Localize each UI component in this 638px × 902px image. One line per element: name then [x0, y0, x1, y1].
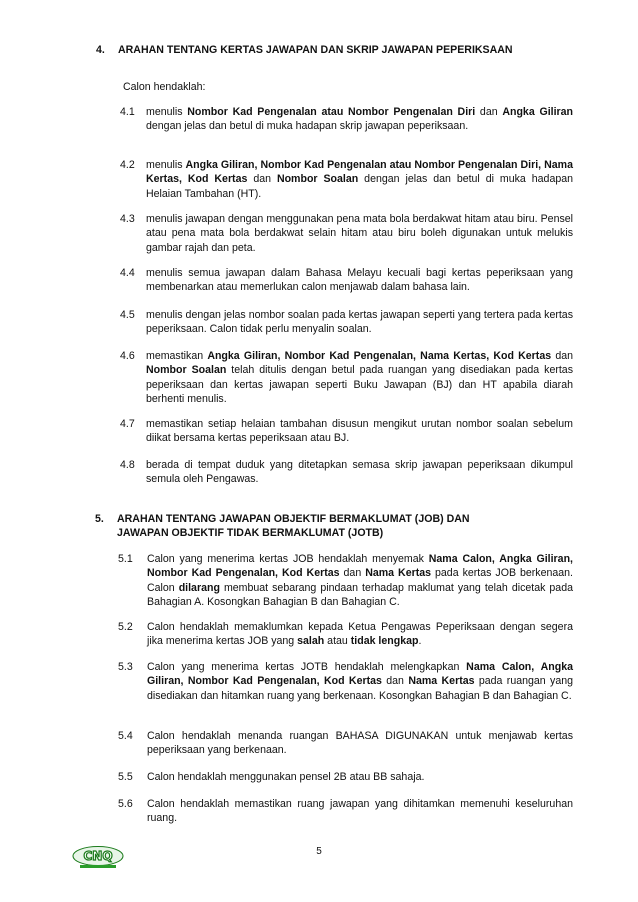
- item-text: menulis dengan jelas nombor soalan pada kertas jawapan seperti yang tertera pada kertas peperiksaan. Calon tidak perlu menyalin soalan.: [146, 309, 573, 336]
- section-5-number: 5.: [95, 513, 104, 525]
- item-text: memastikan setiap helaian tambahan disusun mengikut urutan nombor soalan sebelum diikat bersama kertas peperiksaan atau BJ.: [146, 418, 573, 445]
- list-item-4-3: [120, 212, 573, 255]
- item-number: 4.5: [120, 309, 135, 321]
- bold-term: Angka Giliran, Nombor Kad Pengenalan atau Nombor Pengenalan Diri, Nama Kertas, Kod Kertas: [146, 159, 573, 186]
- item-number: 5.1: [118, 553, 133, 565]
- item-number: 5.5: [118, 771, 133, 783]
- list-item-4-4: [120, 266, 573, 295]
- item-text: menulis semua jawapan dalam Bahasa Melayu kecuali bagi kertas peperiksaan yang membenarkan atau memerlukan calon menjawab dalam bahasa lain.: [146, 267, 573, 294]
- item-text: Calon hendaklah memaklumkan kepada Ketua Pengawas Peperiksaan dengan segera jika menerima kertas JOB yang salah atau tidak lengkap.: [147, 621, 573, 648]
- list-item-4-2: [120, 158, 573, 201]
- section-4-number: 4.: [96, 44, 105, 56]
- list-item-5-4: [118, 729, 573, 758]
- list-item-5-5: [118, 770, 573, 784]
- item-text: Calon hendaklah menggunakan pensel 2B atau BB sahaja.: [147, 771, 425, 783]
- section-4-title: ARAHAN TENTANG KERTAS JAWAPAN DAN SKRIP JAWAPAN PEPERIKSAAN: [118, 44, 513, 56]
- item-text: menulis Nombor Kad Pengenalan atau Nombor Pengenalan Diri dan Angka Giliran dengan jelas dan betul di muka hadapan skrip jawapan peperiksaan.: [146, 106, 574, 133]
- item-number: 4.8: [120, 459, 135, 471]
- list-item-4-5: [120, 308, 573, 337]
- list-item-4-1: [120, 105, 573, 134]
- item-text: Calon yang menerima kertas JOB hendaklah menyemak Nama Calon, Angka Giliran, Nombor Kad Pengenalan, Kod Kertas dan Nama Kertas pada kertas JOB berkenaan. Calon dilarang membuat sebarang pindaan terhadap maklumat yang telah dicetak pada Bahagian A. Kosongkan Bahagian B dan Bahagian C.: [147, 553, 574, 609]
- item-text: Calon yang menerima kertas JOTB hendaklah melengkapkan Nama Calon, Angka Giliran, Nombor Kad Pengenalan, Kod Kertas dan Nama Kertas pada ruangan yang disediakan dan hitamkan ruang yang berkenaan. Kosongkan Bahagian B dan Bahagian C.: [147, 661, 574, 702]
- bold-term: Nama Calon, Angka Giliran, Nombor Kad Pengenalan, Kod Kertas: [147, 553, 573, 580]
- item-number: 4.6: [120, 350, 135, 362]
- item-number: 4.1: [120, 106, 135, 118]
- item-number: 5.6: [118, 798, 133, 810]
- item-number: 4.7: [120, 418, 135, 430]
- item-text: menulis jawapan dengan menggunakan pena mata bola berdakwat hitam atau biru. Pensel atau pena mata bola berdakwat selain hitam atau biru boleh digunakan untuk melukis gambar rajah dan peta.: [146, 213, 573, 254]
- item-text: berada di tempat duduk yang ditetapkan semasa skrip jawapan peperiksaan dikumpul semula oleh Pengawas.: [146, 459, 573, 486]
- item-text: Calon hendaklah memastikan ruang jawapan yang dihitamkan memenuhi keseluruhan ruang.: [147, 798, 573, 825]
- bold-term: dilarang: [178, 581, 220, 594]
- bold-term: Nombor Kad Pengenalan atau Nombor Pengenalan Diri: [187, 106, 476, 118]
- item-number: 5.4: [118, 730, 133, 742]
- list-item-4-7: [120, 417, 573, 446]
- cnq-logo-icon: [72, 846, 124, 870]
- bold-term: Nombor Soalan: [146, 364, 227, 377]
- item-number: 5.2: [118, 621, 133, 633]
- item-text: Calon hendaklah menanda ruangan BAHASA DIGUNAKAN untuk menjawab kertas peperiksaan yang berkenaan.: [147, 730, 573, 757]
- section-4-intro: Calon hendaklah:: [123, 81, 206, 93]
- item-number: 5.3: [118, 661, 133, 673]
- list-item-5-2: [118, 620, 573, 649]
- bold-term: Nombor Soalan: [276, 173, 359, 186]
- bold-term: Nama Kertas: [365, 567, 432, 580]
- section-5-title: ARAHAN TENTANG JAWAPAN OBJEKTIF BERMAKLUMAT (JOB) DAN JAWAPAN OBJEKTIF TIDAK BERMAKLUMAT (JOTB): [117, 513, 470, 540]
- item-number: 4.3: [120, 213, 135, 225]
- bold-term: Nama Kertas: [408, 675, 475, 688]
- list-item-4-6: [120, 349, 573, 407]
- item-text: memastikan Angka Giliran, Nombor Kad Pengenalan, Nama Kertas, Kod Kertas dan Nombor Soalan telah ditulis dengan betul pada ruangan yang disediakan pada kertas peperiksaan dan kertas jawapan seperti Buku Jawapan (BJ) dan HT apabila diarah berhenti menulis.: [146, 350, 573, 406]
- bold-term: salah: [297, 635, 325, 648]
- bold-term: Angka Giliran: [502, 106, 574, 118]
- list-item-5-1: [118, 552, 573, 610]
- item-text: menulis Angka Giliran, Nombor Kad Pengenalan atau Nombor Pengenalan Diri, Nama Kertas, Kod Kertas dan Nombor Soalan dengan jelas dan betul di muka hadapan Helaian Tambahan (HT).: [146, 159, 574, 200]
- bold-term: Nama Calon, Angka Giliran, Nombor Kad Pengenalan, Kod Kertas: [147, 661, 574, 688]
- list-item-4-8: [120, 458, 573, 487]
- logo-text: CNQ: [83, 849, 113, 863]
- bold-term: Angka Giliran, Nombor Kad Pengenalan, Nama Kertas, Kod Kertas: [207, 350, 552, 362]
- section-4-heading: [96, 43, 578, 57]
- bold-term: tidak lengkap: [350, 635, 419, 648]
- list-item-5-6: [118, 797, 573, 826]
- item-number: 4.4: [120, 267, 135, 279]
- item-number: 4.2: [120, 159, 135, 171]
- list-item-5-3: [118, 660, 573, 703]
- logo-graphic: [72, 846, 124, 870]
- page-number: 5: [316, 846, 322, 857]
- section-5-heading: [95, 512, 517, 541]
